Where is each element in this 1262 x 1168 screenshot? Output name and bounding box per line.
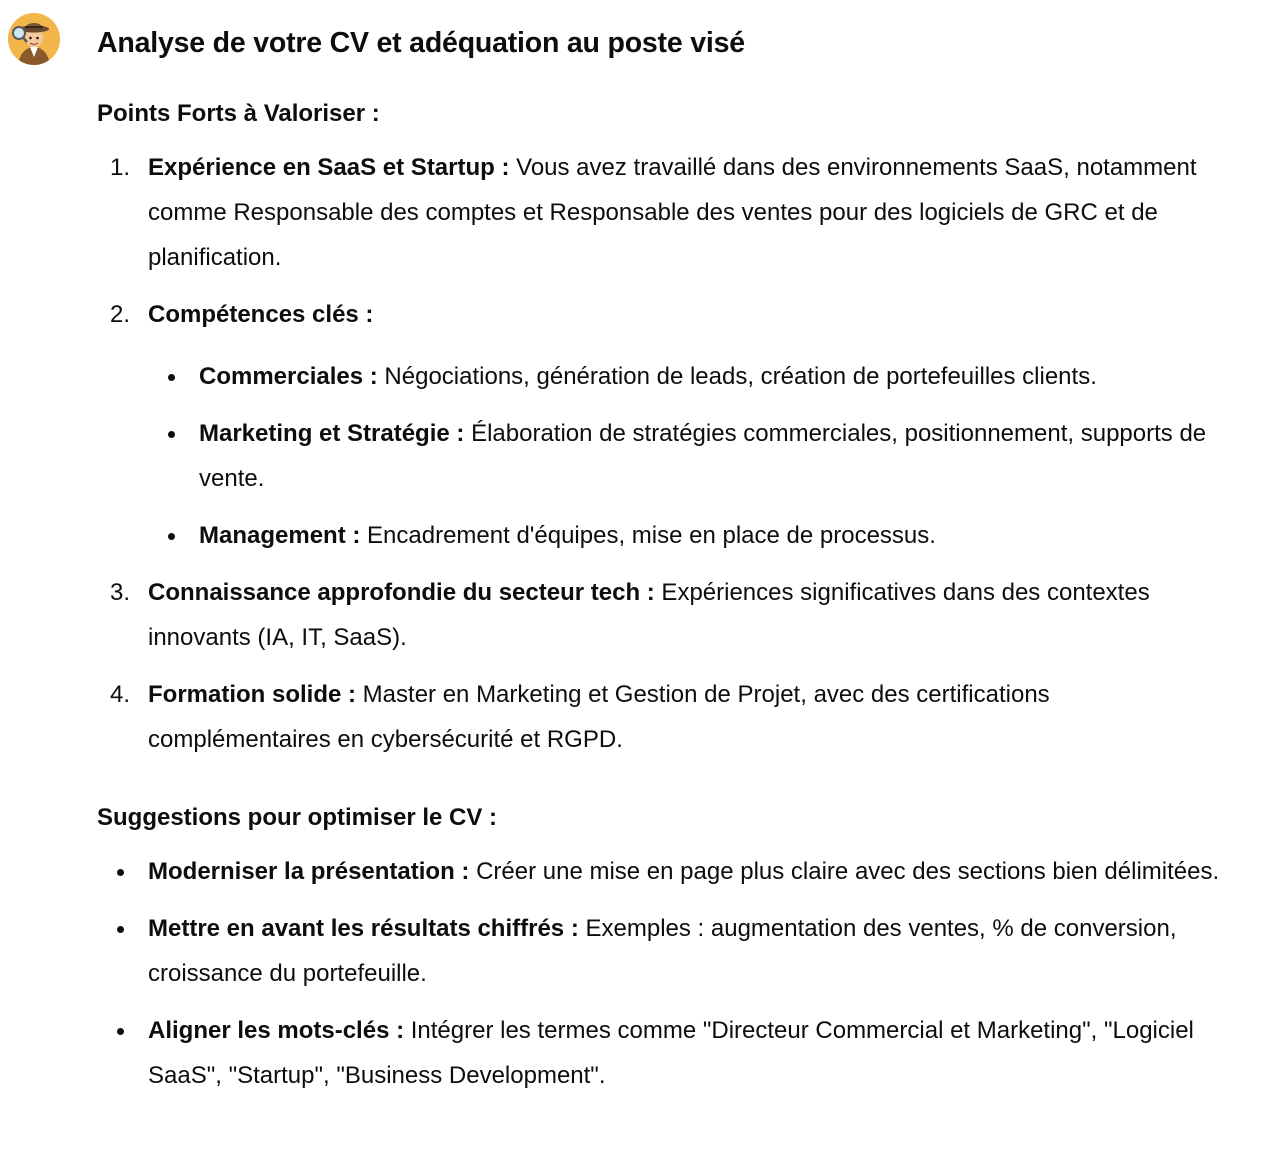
list-item xyxy=(148,354,1232,399)
item-label: Mettre en avant les résultats chiffrés : xyxy=(148,915,579,942)
item-text: Master en Marketing et Gestion de Projet, avec des certifications complémentaires en cybersécurité et RGPD. xyxy=(148,681,1050,753)
item-text: Négociations, génération de leads, création de portefeuilles clients. xyxy=(377,363,1097,390)
detective-avatar-icon xyxy=(8,13,60,65)
item-label: Marketing et Stratégie : xyxy=(199,420,465,447)
item-label: Formation solide : xyxy=(148,681,357,708)
suggestions-list xyxy=(97,849,1232,1098)
message-title: Analyse de votre CV et adéquation au poste visé xyxy=(97,27,745,59)
item-text: Vous avez travaillé dans des environnements SaaS, notamment comme Responsable des comptes et Responsable des ventes pour des logiciels de GRC et de planification. xyxy=(148,154,1197,271)
bullet-icon xyxy=(117,869,124,876)
strengths-list xyxy=(97,145,1232,762)
list-item xyxy=(97,672,1232,762)
list-item xyxy=(97,570,1232,660)
skills-sublist xyxy=(148,354,1232,558)
item-text: Expériences significatives dans des contextes innovants (IA, IT, SaaS). xyxy=(148,579,1150,651)
item-label: Connaissance approfondie du secteur tech : xyxy=(148,579,655,606)
list-number: 2. xyxy=(110,301,131,328)
bullet-icon xyxy=(168,374,175,381)
bullet-icon xyxy=(168,533,175,540)
list-item xyxy=(97,292,1232,558)
assistant-avatar xyxy=(8,13,60,65)
item-text: Intégrer les termes comme "Directeur Commercial et Marketing", "Logiciel SaaS", "Startup", "Business Development". xyxy=(148,1017,1194,1089)
list-item xyxy=(97,849,1232,894)
list-item xyxy=(97,906,1232,996)
bullet-icon xyxy=(168,431,175,438)
item-label: Aligner les mots-clés : xyxy=(148,1017,405,1044)
bullet-icon xyxy=(117,1028,124,1035)
list-item xyxy=(148,513,1232,558)
item-label: Expérience en SaaS et Startup : xyxy=(148,154,510,181)
list-number: 4. xyxy=(110,681,131,708)
item-label: Commerciales : xyxy=(199,363,378,390)
strengths-heading: Points Forts à Valoriser : xyxy=(97,100,380,127)
item-text: Élaboration de stratégies commerciales, positionnement, supports de vente. xyxy=(199,420,1207,492)
list-number: 1. xyxy=(110,154,131,181)
item-label: Management : xyxy=(199,522,361,549)
item-label: Moderniser la présentation : xyxy=(148,858,470,885)
item-text: Exemples : augmentation des ventes, % de conversion, croissance du portefeuille. xyxy=(148,915,1177,987)
list-item xyxy=(148,411,1232,501)
item-text: Créer une mise en page plus claire avec des sections bien délimitées. xyxy=(469,858,1220,885)
item-text: Encadrement d'équipes, mise en place de processus. xyxy=(360,522,936,549)
item-label: Compétences clés : xyxy=(148,301,374,328)
bullet-icon xyxy=(117,926,124,933)
list-item xyxy=(97,145,1232,280)
list-item xyxy=(97,1008,1232,1098)
list-number: 3. xyxy=(110,579,131,606)
suggestions-heading: Suggestions pour optimiser le CV : xyxy=(97,804,498,831)
